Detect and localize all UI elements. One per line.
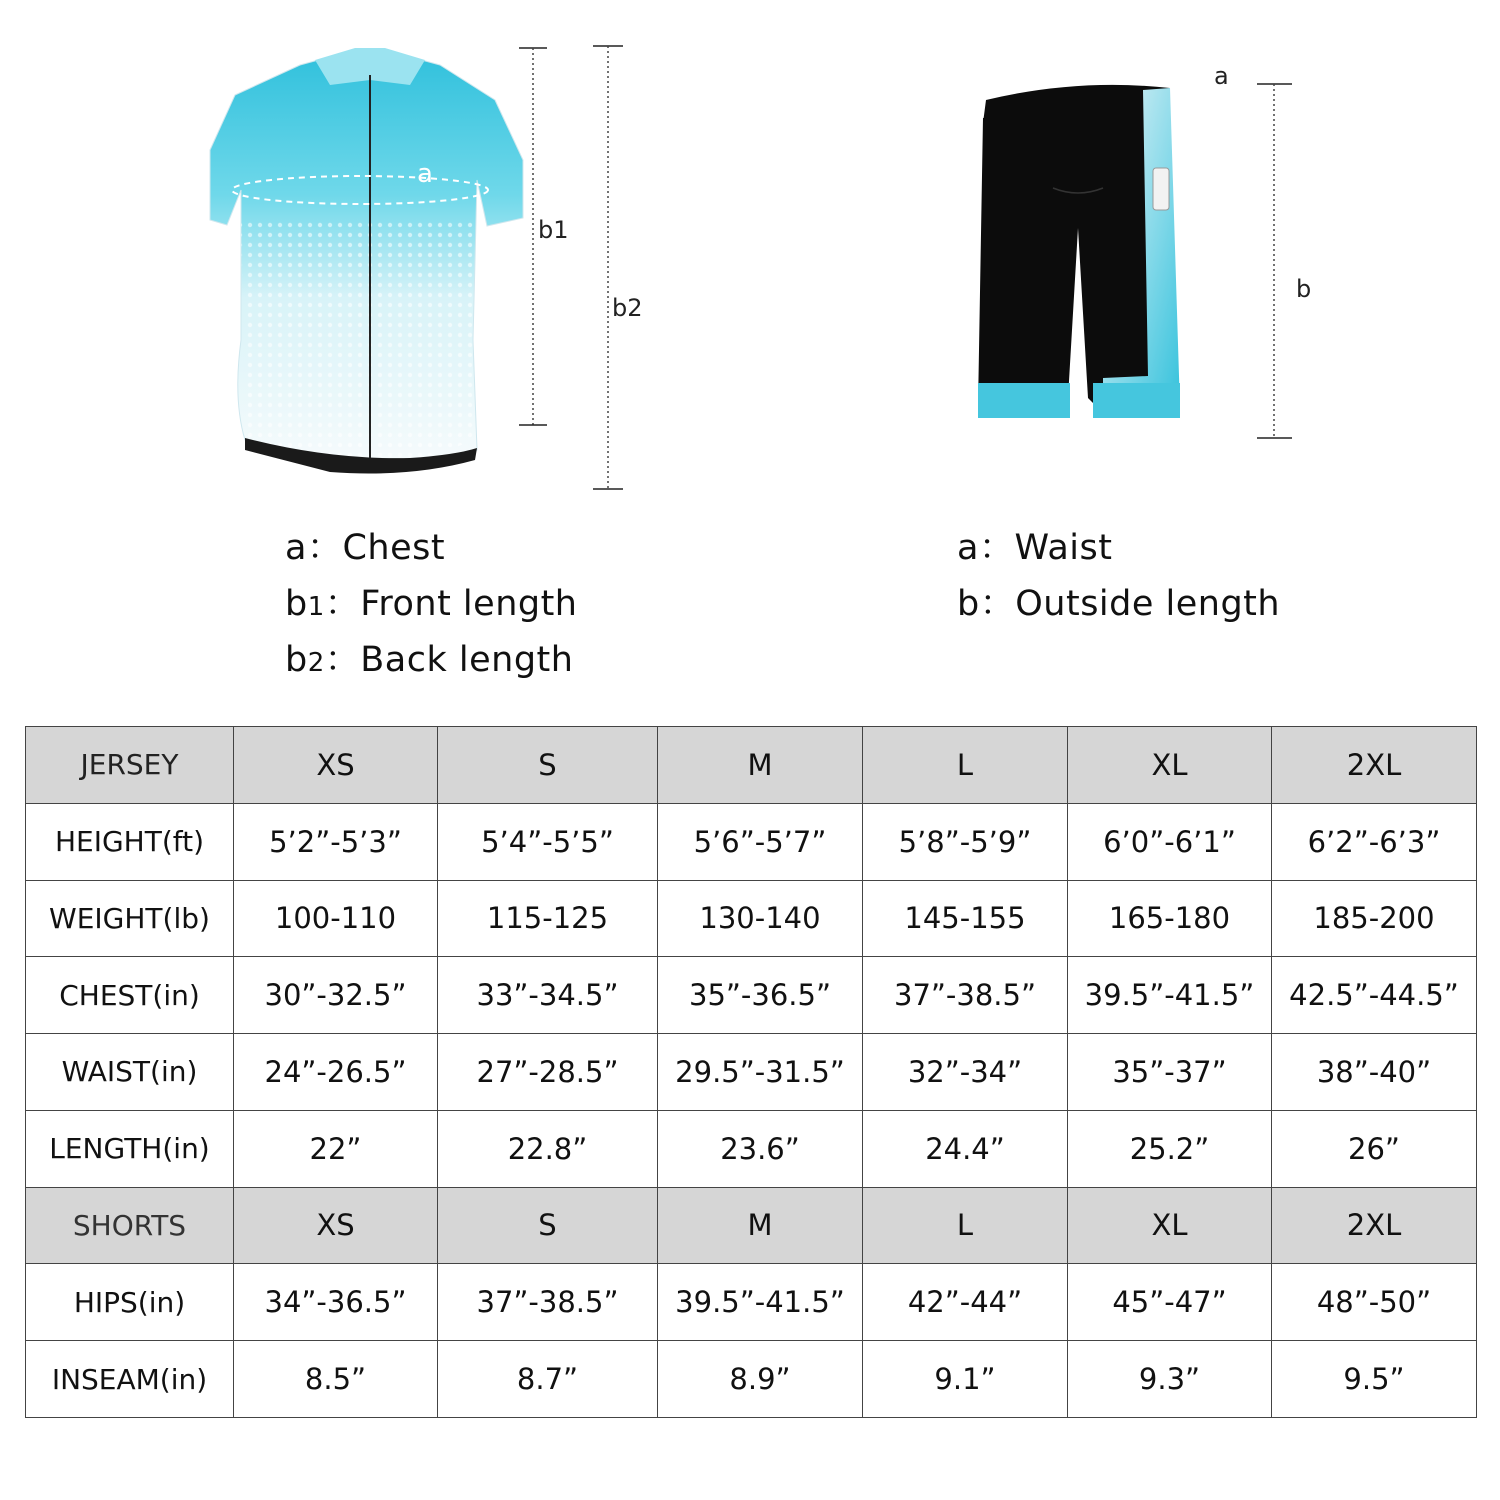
size-header-cell: 2XL (1272, 727, 1477, 804)
table-cell: 145-155 (863, 880, 1068, 957)
row-label: INSEAM(in) (26, 1341, 234, 1418)
table-cell: 5’2”-5’3” (234, 803, 438, 880)
row-label: CHEST(in) (26, 957, 234, 1034)
table-cell: 45”-47” (1068, 1264, 1272, 1341)
shorts-image (958, 78, 1198, 440)
table-cell: 42.5”-44.5” (1272, 957, 1477, 1034)
size-chart-table (25, 726, 1477, 1418)
size-header-cell: XL (1068, 1187, 1272, 1264)
table-cell: 130-140 (658, 880, 863, 957)
row-label: HEIGHT(ft) (26, 803, 234, 880)
size-header-cell: L (863, 727, 1068, 804)
table-row-waist (26, 1034, 1477, 1111)
table-cell: 22.8” (438, 1110, 658, 1187)
table-cell: 27”-28.5” (438, 1034, 658, 1111)
table-cell: 23.6” (658, 1110, 863, 1187)
size-header-cell: M (658, 1187, 863, 1264)
table-cell: 38”-40” (1272, 1034, 1477, 1111)
table-cell: 34”-36.5” (234, 1264, 438, 1341)
shorts-legend (957, 520, 1280, 632)
chest-marker: a (417, 159, 433, 189)
table-cell: 165-180 (1068, 880, 1272, 957)
legend-item-front-length: b1：Front length (285, 584, 578, 624)
size-header-cell: 2XL (1272, 1187, 1477, 1264)
b1-label: b1 (538, 216, 569, 244)
table-cell: 37”-38.5” (438, 1264, 658, 1341)
legend-item-back-length: b2：Back length (285, 640, 574, 680)
table-cell: 5’8”-5’9” (863, 803, 1068, 880)
table-cell: 6’2”-6’3” (1272, 803, 1477, 880)
row-label: WAIST(in) (26, 1034, 234, 1111)
jersey-header-row (26, 727, 1477, 804)
table-cell: 9.3” (1068, 1341, 1272, 1418)
table-row-chest (26, 957, 1477, 1034)
legend-item-waist: a：Waist (957, 528, 1113, 568)
table-cell: 26” (1272, 1110, 1477, 1187)
size-header-cell: XL (1068, 727, 1272, 804)
row-label: HIPS(in) (26, 1264, 234, 1341)
size-header-cell: M (658, 727, 863, 804)
table-cell: 5’4”-5’5” (438, 803, 658, 880)
size-header-cell: S (438, 727, 658, 804)
table-cell: 185-200 (1272, 880, 1477, 957)
shorts-dimension-line (1250, 78, 1300, 448)
shorts-left-cuff (978, 383, 1070, 418)
table-cell: 25.2” (1068, 1110, 1272, 1187)
size-header-cell: XS (234, 1187, 438, 1264)
table-cell: 35”-36.5” (658, 957, 863, 1034)
table-cell: 8.9” (658, 1341, 863, 1418)
row-label: WEIGHT(lb) (26, 880, 234, 957)
legend-item-outside-length: b：Outside length (957, 584, 1281, 624)
table-cell: 100-110 (234, 880, 438, 957)
table-row-length (26, 1110, 1477, 1187)
table-cell: 9.5” (1272, 1341, 1477, 1418)
jersey-legend (285, 520, 578, 688)
table-cell: 5’6”-5’7” (658, 803, 863, 880)
table-cell: 6’0”-6’1” (1068, 803, 1272, 880)
table-row-height (26, 803, 1477, 880)
table-cell: 24.4” (863, 1110, 1068, 1187)
table-cell: 8.5” (234, 1341, 438, 1418)
legend-item-chest: a：Chest (285, 528, 446, 568)
outside-length-dim-label: b (1296, 275, 1312, 303)
jersey-image (205, 40, 535, 480)
table-row-inseam (26, 1341, 1477, 1418)
table-cell: 29.5”-31.5” (658, 1034, 863, 1111)
shorts-header-row (26, 1187, 1477, 1264)
table-cell: 37”-38.5” (863, 957, 1068, 1034)
table-cell: 24”-26.5” (234, 1034, 438, 1111)
shorts-right-cuff (1093, 383, 1180, 418)
phone-pocket-icon (1153, 168, 1169, 210)
table-row-hips (26, 1264, 1477, 1341)
table-cell: 33”-34.5” (438, 957, 658, 1034)
table-cell: 39.5”-41.5” (658, 1264, 863, 1341)
table-cell: 115-125 (438, 880, 658, 957)
table-row-weight (26, 880, 1477, 957)
table-cell: 22” (234, 1110, 438, 1187)
table-cell: 39.5”-41.5” (1068, 957, 1272, 1034)
waist-dim-label: a (1214, 62, 1229, 90)
shorts-section-label: SHORTS (26, 1187, 234, 1264)
b2-dimension-line (593, 46, 623, 489)
table-cell: 42”-44” (863, 1264, 1068, 1341)
table-cell: 35”-37” (1068, 1034, 1272, 1111)
jersey-dimension-lines (505, 40, 635, 500)
size-header-cell: XS (234, 727, 438, 804)
table-cell: 48”-50” (1272, 1264, 1477, 1341)
table-cell: 32”-34” (863, 1034, 1068, 1111)
row-label: LENGTH(in) (26, 1110, 234, 1187)
b2-label: b2 (612, 294, 643, 322)
size-header-cell: S (438, 1187, 658, 1264)
jersey-section-label: JERSEY (26, 727, 234, 804)
table-cell: 8.7” (438, 1341, 658, 1418)
table-cell: 9.1” (863, 1341, 1068, 1418)
table-cell: 30”-32.5” (234, 957, 438, 1034)
size-header-cell: L (863, 1187, 1068, 1264)
